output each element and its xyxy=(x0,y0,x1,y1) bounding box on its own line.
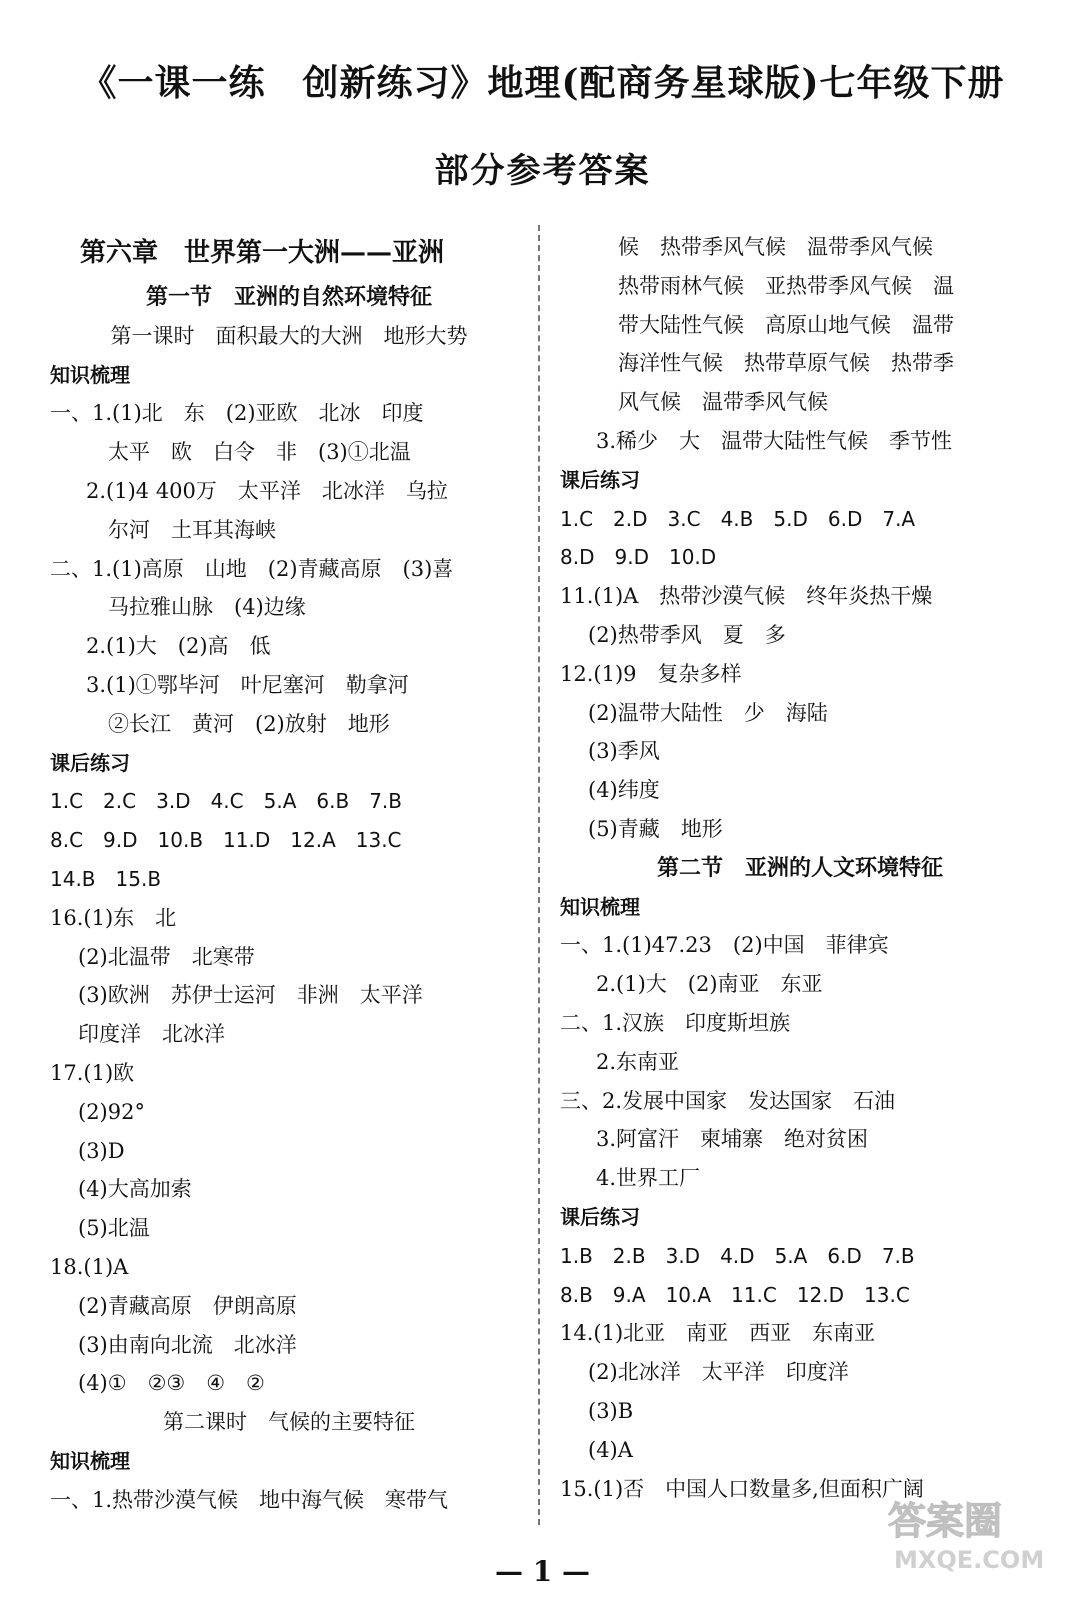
document-title: 《一课一练 创新练习》地理(配商务星球版)七年级下册 xyxy=(80,62,1005,104)
left-line: ②长江 黄河 (2)放射 地形 xyxy=(108,711,390,736)
answer-line: 8.C 9.D 10.B 11.D 12.A 13.C xyxy=(50,828,402,853)
left-line: 印度洋 北冰洋 xyxy=(78,1022,225,1047)
subsection-heading: 课后练习 xyxy=(560,1204,640,1229)
left-line: 太平 欧 白令 非 (3)①北温 xyxy=(108,440,411,465)
right-line: 带大陆性气候 高原山地气候 温带 xyxy=(618,312,954,337)
left-line: (3)欧洲 苏伊士运河 非洲 太平洋 xyxy=(78,983,423,1008)
right-line: 4.世界工厂 xyxy=(596,1166,701,1191)
watermark-url: MXQE.COM xyxy=(894,1546,1045,1574)
left-column xyxy=(50,228,528,1520)
subsection-heading: 知识梳理 xyxy=(560,894,640,919)
subsection-heading: 知识梳理 xyxy=(50,1448,130,1473)
right-line: 14.(1)北亚 南亚 西亚 东南亚 xyxy=(560,1321,876,1346)
right-line: 2.(1)大 (2)南亚 东亚 xyxy=(596,972,823,997)
left-line: 马拉雅山脉 (4)边缘 xyxy=(108,595,306,620)
right-line: (2)温带大陆性 少 海陆 xyxy=(588,700,828,725)
page-number: — 1 — xyxy=(495,1555,590,1588)
left-line: 2.(1)大 (2)高 低 xyxy=(86,634,271,659)
watermark-text: 答案圈 xyxy=(888,1499,1003,1543)
section-title: 第一节 亚洲的自然环境特征 xyxy=(145,284,432,310)
right-line: 11.(1)A 热带沙漠气候 终年炎热干燥 xyxy=(560,584,933,609)
right-line: (4)A xyxy=(588,1437,633,1462)
subsection-heading: 知识梳理 xyxy=(50,362,130,387)
right-line: (2)热带季风 夏 多 xyxy=(588,622,786,647)
subsection-heading: 课后练习 xyxy=(560,467,640,492)
subsection-heading: 课后练习 xyxy=(50,750,130,775)
left-line: (2)青藏高原 伊朗高原 xyxy=(78,1293,297,1318)
right-column xyxy=(560,228,1040,1508)
answer-line: 1.C 2.C 3.D 4.C 5.A 6.B 7.B xyxy=(50,789,402,814)
column-divider xyxy=(538,225,540,1525)
right-line: 风气候 温带季风气候 xyxy=(618,390,828,415)
watermark-logo xyxy=(880,1488,1070,1578)
right-line: (5)青藏 地形 xyxy=(588,816,723,841)
answer-line: 8.D 9.D 10.D xyxy=(560,545,717,570)
right-line: 15.(1)否 中国人口数量多,但面积广阔 xyxy=(560,1476,924,1501)
document-subtitle: 部分参考答案 xyxy=(434,151,651,191)
answer-line: 14.B 15.B xyxy=(50,866,162,891)
right-line: (4)纬度 xyxy=(588,778,660,803)
answer-line: 1.B 2.B 3.D 4.D 5.A 6.D 7.B xyxy=(560,1243,915,1268)
left-line: (5)北温 xyxy=(78,1216,150,1241)
left-line: (4)① ②③ ④ ② xyxy=(78,1371,265,1396)
left-line: (3)D xyxy=(78,1138,125,1163)
right-line: (3)季风 xyxy=(588,739,660,764)
left-line: 一、1.热带沙漠气候 地中海气候 寒带气 xyxy=(50,1487,449,1512)
lesson-title: 第二课时 气候的主要特征 xyxy=(163,1410,415,1435)
answer-line: 1.C 2.D 3.C 4.B 5.D 6.D 7.A xyxy=(560,506,916,531)
right-line: 二、1.汉族 印度斯坦族 xyxy=(560,1010,791,1035)
section-title: 第二节 亚洲的人文环境特征 xyxy=(656,854,943,881)
right-line: 12.(1)9 复杂多样 xyxy=(560,661,742,686)
left-line: (2)92° xyxy=(78,1099,145,1124)
right-line: 3.稀少 大 温带大陆性气候 季节性 xyxy=(596,428,953,453)
right-line: 一、1.(1)47.23 (2)中国 菲律宾 xyxy=(560,933,889,958)
right-line: 热带雨林气候 亚热带季风气候 温 xyxy=(618,273,954,298)
left-line: (3)由南向北流 北冰洋 xyxy=(78,1332,297,1357)
left-line: (2)北温带 北寒带 xyxy=(78,944,255,969)
chapter-title: 第六章 世界第一大洲——亚洲 xyxy=(80,238,445,268)
right-line: 海洋性气候 热带草原气候 热带季 xyxy=(618,351,954,376)
answer-line: 8.B 9.A 10.A 11.C 12.D 13.C xyxy=(560,1282,910,1307)
left-line: 一、1.(1)北 东 (2)亚欧 北冰 印度 xyxy=(50,401,424,426)
right-line: 2.东南亚 xyxy=(596,1049,680,1074)
left-line: 17.(1)欧 xyxy=(50,1060,135,1085)
left-line: 尔河 土耳其海峡 xyxy=(108,517,276,542)
left-line: 3.(1)①鄂毕河 叶尼塞河 勒拿河 xyxy=(86,672,409,697)
lesson-title: 第一课时 面积最大的大洲 地形大势 xyxy=(110,323,468,348)
right-line: 三、2.发展中国家 发达国家 石油 xyxy=(560,1088,896,1113)
left-line: 2.(1)4 400万 太平洋 北冰洋 乌拉 xyxy=(86,478,448,503)
right-line: (2)北冰洋 太平洋 印度洋 xyxy=(588,1360,849,1385)
right-line: (3)B xyxy=(588,1398,634,1423)
right-line: 候 热带季风气候 温带季风气候 xyxy=(618,235,933,259)
left-line: (4)大高加索 xyxy=(78,1177,192,1202)
left-line: 16.(1)东 北 xyxy=(50,905,177,930)
right-line: 3.阿富汗 柬埔寨 绝对贫困 xyxy=(596,1127,869,1152)
left-line: 二、1.(1)高原 山地 (2)青藏高原 (3)喜 xyxy=(50,556,454,581)
left-line: 18.(1)A xyxy=(50,1254,129,1279)
